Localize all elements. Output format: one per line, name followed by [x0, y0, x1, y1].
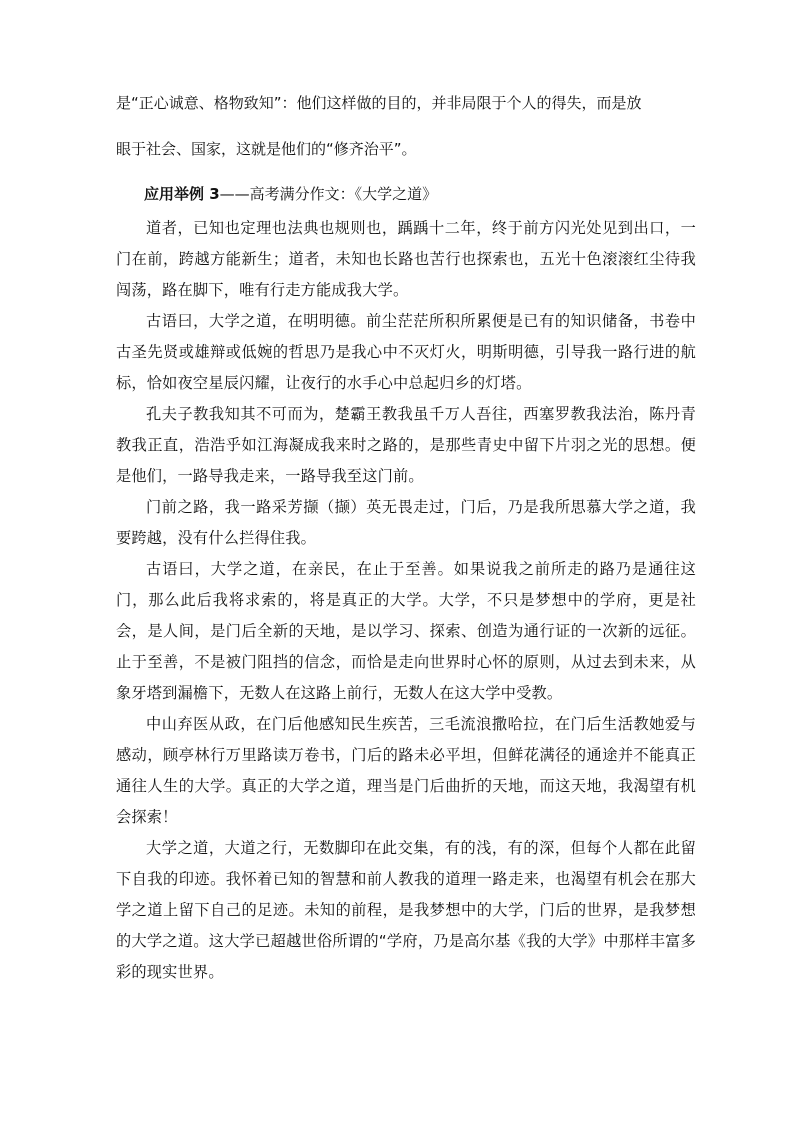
essay-paragraph: 孔夫子教我知其不可而为，楚霸王教我虽千万人吾往，西塞罗教我法治，陈丹青教我正直，浩浩乎如江海凝成我来时之路的，是那些青史中留下片羽之光的思想。便是他们，一路导我走来，一路导我至这门前。 [116, 405, 696, 485]
document-page [116, 92, 696, 988]
essay-paragraph: 道者，已知也定理也法典也规则也，踽踽十二年，终于前方闪光处见到出口，一门在前，跨越方能新生；道者，未知也长路也苦行也探索也，五光十色滚滚红尘待我闯荡，路在脚下，唯有行走方能成我大学。 [116, 219, 696, 299]
essay-paragraph: 门前之路，我一路采芳撷（撷）英无畏走过，门后，乃是我所思慕大学之道，我要跨越，没有什么拦得住我。 [116, 498, 696, 547]
section-heading [144, 183, 696, 205]
essay-body [116, 213, 696, 988]
intro-line-1: 是“正心诚意、格物致知”：他们这样做的目的，并非局限于个人的得失，而是放 [116, 94, 642, 112]
intro-line-2: 眼于社会、国家，这就是他们的“修齐治平”。 [116, 140, 417, 158]
essay-paragraph: 古语曰，大学之道，在亲民，在止于至善。如果说我之前所走的路乃是通往这门，那么此后我将求索的，将是真正的大学。大学，不只是梦想中的学府，更是社会，是人间，是门后全新的天地，是以学习、探索、创造为通行证的一次新的远征。止于至善，不是被门阻挡的信念，而恰是走向世界时心怀的原则，从过去到未来，从象牙塔到漏檐下，无数人在这路上前行，无数人在这大学中受教。 [116, 560, 696, 702]
essay-paragraph: 古语曰，大学之道，在明明德。前尘茫茫所积所累便是已有的知识储备，书卷中古圣先贤或雄辩或低婉的哲思乃是我心中不灭灯火，明斯明德，引导我一路行进的航标，恰如夜空星辰闪耀，让夜行的水手心中总起归乡的灯塔。 [116, 312, 696, 392]
heading-label: 应用举例 3 [144, 185, 220, 203]
heading-title: ——高考满分作文：《大学之道》 [219, 185, 438, 203]
essay-paragraph: 中山弃医从政，在门后他感知民生疾苦，三毛流浪撒哈拉，在门后生活教她爱与感动，顾亭林行万里路读万卷书，门后的路未必平坦，但鲜花满径的通途并不能真正通往人生的大学。真正的大学之道，理当是门后曲折的天地，而这天地，我渴望有机会探索！ [116, 715, 696, 826]
essay-paragraph: 大学之道，大道之行，无数脚印在此交集，有的浅，有的深，但每个人都在此留下自我的印迹。我怀着已知的智慧和前人教我的道理一路走来，也渴望有机会在那大学之道上留下自己的足迹。未知的前程，是我梦想中的大学，门后的世界，是我梦想的大学之道。这大学已超越世俗所谓的“学府，乃是高尔基《我的大学》中那样丰富多彩的现实世界。 [116, 839, 696, 981]
